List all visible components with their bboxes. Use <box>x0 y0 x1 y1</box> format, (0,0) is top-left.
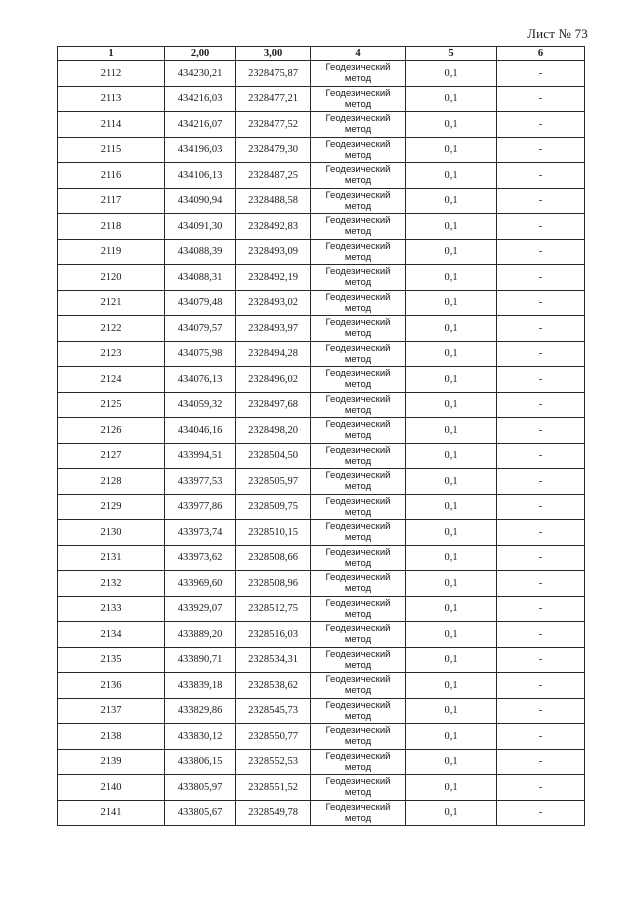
y-coordinate-cell: 2328492,19 <box>236 265 311 291</box>
method-cell: Геодезический метод <box>311 647 406 673</box>
notes-cell: - <box>497 775 585 801</box>
notes-cell: - <box>497 749 585 775</box>
method-cell: Геодезический метод <box>311 571 406 597</box>
table-header-row <box>58 47 585 61</box>
table-row <box>58 341 585 367</box>
y-coordinate-cell: 2328493,02 <box>236 290 311 316</box>
point-number-cell: 2118 <box>58 214 165 240</box>
method-cell: Геодезический метод <box>311 163 406 189</box>
table-row <box>58 724 585 750</box>
y-coordinate-cell: 2328492,83 <box>236 214 311 240</box>
method-cell: Геодезический метод <box>311 775 406 801</box>
accuracy-cell: 0,1 <box>406 622 497 648</box>
table-row <box>58 571 585 597</box>
point-number-cell: 2125 <box>58 392 165 418</box>
method-cell: Геодезический метод <box>311 86 406 112</box>
table-row <box>58 647 585 673</box>
y-coordinate-cell: 2328497,68 <box>236 392 311 418</box>
notes-cell: - <box>497 596 585 622</box>
column-header-accuracy: 5 <box>406 47 497 61</box>
x-coordinate-cell: 433929,07 <box>165 596 236 622</box>
y-coordinate-cell: 2328505,97 <box>236 469 311 495</box>
table-row <box>58 61 585 87</box>
method-cell: Геодезический метод <box>311 469 406 495</box>
method-cell: Геодезический метод <box>311 112 406 138</box>
accuracy-cell: 0,1 <box>406 392 497 418</box>
notes-cell: - <box>497 137 585 163</box>
table-row <box>58 239 585 265</box>
y-coordinate-cell: 2328509,75 <box>236 494 311 520</box>
point-number-cell: 2114 <box>58 112 165 138</box>
accuracy-cell: 0,1 <box>406 775 497 801</box>
column-header-y: 3,00 <box>236 47 311 61</box>
accuracy-cell: 0,1 <box>406 520 497 546</box>
y-coordinate-cell: 2328550,77 <box>236 724 311 750</box>
y-coordinate-cell: 2328504,50 <box>236 443 311 469</box>
x-coordinate-cell: 434059,32 <box>165 392 236 418</box>
x-coordinate-cell: 434196,03 <box>165 137 236 163</box>
table-row <box>58 290 585 316</box>
y-coordinate-cell: 2328477,21 <box>236 86 311 112</box>
point-number-cell: 2132 <box>58 571 165 597</box>
point-number-cell: 2134 <box>58 622 165 648</box>
method-cell: Геодезический метод <box>311 520 406 546</box>
point-number-cell: 2117 <box>58 188 165 214</box>
accuracy-cell: 0,1 <box>406 188 497 214</box>
notes-cell: - <box>497 545 585 571</box>
method-cell: Геодезический метод <box>311 698 406 724</box>
y-coordinate-cell: 2328493,09 <box>236 239 311 265</box>
notes-cell: - <box>497 112 585 138</box>
y-coordinate-cell: 2328508,66 <box>236 545 311 571</box>
table-row <box>58 367 585 393</box>
method-cell: Геодезический метод <box>311 61 406 87</box>
method-cell: Геодезический метод <box>311 418 406 444</box>
x-coordinate-cell: 434216,03 <box>165 86 236 112</box>
y-coordinate-cell: 2328494,28 <box>236 341 311 367</box>
x-coordinate-cell: 434216,07 <box>165 112 236 138</box>
notes-cell: - <box>497 367 585 393</box>
x-coordinate-cell: 434076,13 <box>165 367 236 393</box>
notes-cell: - <box>497 163 585 189</box>
point-number-cell: 2121 <box>58 290 165 316</box>
accuracy-cell: 0,1 <box>406 698 497 724</box>
y-coordinate-cell: 2328534,31 <box>236 647 311 673</box>
table-row <box>58 137 585 163</box>
accuracy-cell: 0,1 <box>406 61 497 87</box>
method-cell: Геодезический метод <box>311 724 406 750</box>
x-coordinate-cell: 433839,18 <box>165 673 236 699</box>
method-cell: Геодезический метод <box>311 239 406 265</box>
accuracy-cell: 0,1 <box>406 265 497 291</box>
point-number-cell: 2120 <box>58 265 165 291</box>
point-number-cell: 2135 <box>58 647 165 673</box>
method-cell: Геодезический метод <box>311 214 406 240</box>
x-coordinate-cell: 433973,74 <box>165 520 236 546</box>
accuracy-cell: 0,1 <box>406 571 497 597</box>
table-row <box>58 214 585 240</box>
x-coordinate-cell: 433977,53 <box>165 469 236 495</box>
point-number-cell: 2136 <box>58 673 165 699</box>
table-row <box>58 265 585 291</box>
point-number-cell: 2128 <box>58 469 165 495</box>
point-number-cell: 2126 <box>58 418 165 444</box>
column-header-method: 4 <box>311 47 406 61</box>
notes-cell: - <box>497 698 585 724</box>
point-number-cell: 2113 <box>58 86 165 112</box>
accuracy-cell: 0,1 <box>406 724 497 750</box>
column-header-notes: 6 <box>497 47 585 61</box>
point-number-cell: 2123 <box>58 341 165 367</box>
x-coordinate-cell: 433994,51 <box>165 443 236 469</box>
accuracy-cell: 0,1 <box>406 239 497 265</box>
table-row <box>58 698 585 724</box>
y-coordinate-cell: 2328551,52 <box>236 775 311 801</box>
point-number-cell: 2130 <box>58 520 165 546</box>
point-number-cell: 2133 <box>58 596 165 622</box>
point-number-cell: 2138 <box>58 724 165 750</box>
notes-cell: - <box>497 418 585 444</box>
point-number-cell: 2141 <box>58 800 165 826</box>
x-coordinate-cell: 433806,15 <box>165 749 236 775</box>
accuracy-cell: 0,1 <box>406 749 497 775</box>
y-coordinate-cell: 2328516,03 <box>236 622 311 648</box>
method-cell: Геодезический метод <box>311 494 406 520</box>
table-row <box>58 469 585 495</box>
y-coordinate-cell: 2328488,58 <box>236 188 311 214</box>
coordinates-table <box>57 46 585 826</box>
notes-cell: - <box>497 341 585 367</box>
notes-cell: - <box>497 724 585 750</box>
method-cell: Геодезический метод <box>311 622 406 648</box>
table-row <box>58 749 585 775</box>
accuracy-cell: 0,1 <box>406 800 497 826</box>
method-cell: Геодезический метод <box>311 545 406 571</box>
x-coordinate-cell: 433830,12 <box>165 724 236 750</box>
table-row <box>58 800 585 826</box>
notes-cell: - <box>497 673 585 699</box>
y-coordinate-cell: 2328510,15 <box>236 520 311 546</box>
y-coordinate-cell: 2328496,02 <box>236 367 311 393</box>
point-number-cell: 2127 <box>58 443 165 469</box>
x-coordinate-cell: 433973,62 <box>165 545 236 571</box>
method-cell: Геодезический метод <box>311 367 406 393</box>
notes-cell: - <box>497 443 585 469</box>
notes-cell: - <box>497 239 585 265</box>
x-coordinate-cell: 434046,16 <box>165 418 236 444</box>
point-number-cell: 2115 <box>58 137 165 163</box>
accuracy-cell: 0,1 <box>406 596 497 622</box>
y-coordinate-cell: 2328538,62 <box>236 673 311 699</box>
x-coordinate-cell: 434090,94 <box>165 188 236 214</box>
method-cell: Геодезический метод <box>311 392 406 418</box>
method-cell: Геодезический метод <box>311 673 406 699</box>
method-cell: Геодезический метод <box>311 443 406 469</box>
x-coordinate-cell: 434230,21 <box>165 61 236 87</box>
notes-cell: - <box>497 61 585 87</box>
y-coordinate-cell: 2328487,25 <box>236 163 311 189</box>
point-number-cell: 2131 <box>58 545 165 571</box>
notes-cell: - <box>497 265 585 291</box>
y-coordinate-cell: 2328475,87 <box>236 61 311 87</box>
x-coordinate-cell: 433977,86 <box>165 494 236 520</box>
accuracy-cell: 0,1 <box>406 341 497 367</box>
y-coordinate-cell: 2328498,20 <box>236 418 311 444</box>
table-row <box>58 392 585 418</box>
table-row <box>58 316 585 342</box>
accuracy-cell: 0,1 <box>406 673 497 699</box>
accuracy-cell: 0,1 <box>406 443 497 469</box>
table-row <box>58 622 585 648</box>
table-row <box>58 545 585 571</box>
accuracy-cell: 0,1 <box>406 418 497 444</box>
accuracy-cell: 0,1 <box>406 316 497 342</box>
notes-cell: - <box>497 571 585 597</box>
x-coordinate-cell: 434075,98 <box>165 341 236 367</box>
notes-cell: - <box>497 86 585 112</box>
method-cell: Геодезический метод <box>311 290 406 316</box>
y-coordinate-cell: 2328512,75 <box>236 596 311 622</box>
notes-cell: - <box>497 188 585 214</box>
y-coordinate-cell: 2328552,53 <box>236 749 311 775</box>
x-coordinate-cell: 434088,39 <box>165 239 236 265</box>
accuracy-cell: 0,1 <box>406 112 497 138</box>
table-row <box>58 673 585 699</box>
table-row <box>58 494 585 520</box>
method-cell: Геодезический метод <box>311 749 406 775</box>
notes-cell: - <box>497 520 585 546</box>
y-coordinate-cell: 2328508,96 <box>236 571 311 597</box>
accuracy-cell: 0,1 <box>406 647 497 673</box>
x-coordinate-cell: 433829,86 <box>165 698 236 724</box>
notes-cell: - <box>497 469 585 495</box>
accuracy-cell: 0,1 <box>406 137 497 163</box>
accuracy-cell: 0,1 <box>406 545 497 571</box>
method-cell: Геодезический метод <box>311 265 406 291</box>
table-row <box>58 112 585 138</box>
x-coordinate-cell: 433805,67 <box>165 800 236 826</box>
point-number-cell: 2137 <box>58 698 165 724</box>
notes-cell: - <box>497 392 585 418</box>
table-row <box>58 775 585 801</box>
table-row <box>58 520 585 546</box>
method-cell: Геодезический метод <box>311 188 406 214</box>
table-row <box>58 443 585 469</box>
column-header-point-number: 1 <box>58 47 165 61</box>
x-coordinate-cell: 434079,48 <box>165 290 236 316</box>
accuracy-cell: 0,1 <box>406 469 497 495</box>
y-coordinate-cell: 2328549,78 <box>236 800 311 826</box>
point-number-cell: 2116 <box>58 163 165 189</box>
table-row <box>58 188 585 214</box>
point-number-cell: 2119 <box>58 239 165 265</box>
x-coordinate-cell: 434079,57 <box>165 316 236 342</box>
y-coordinate-cell: 2328477,52 <box>236 112 311 138</box>
point-number-cell: 2129 <box>58 494 165 520</box>
notes-cell: - <box>497 800 585 826</box>
accuracy-cell: 0,1 <box>406 163 497 189</box>
accuracy-cell: 0,1 <box>406 86 497 112</box>
table-row <box>58 86 585 112</box>
method-cell: Геодезический метод <box>311 800 406 826</box>
notes-cell: - <box>497 622 585 648</box>
method-cell: Геодезический метод <box>311 596 406 622</box>
notes-cell: - <box>497 214 585 240</box>
x-coordinate-cell: 434106,13 <box>165 163 236 189</box>
accuracy-cell: 0,1 <box>406 367 497 393</box>
point-number-cell: 2124 <box>58 367 165 393</box>
x-coordinate-cell: 433890,71 <box>165 647 236 673</box>
y-coordinate-cell: 2328545,73 <box>236 698 311 724</box>
accuracy-cell: 0,1 <box>406 214 497 240</box>
y-coordinate-cell: 2328493,97 <box>236 316 311 342</box>
method-cell: Геодезический метод <box>311 341 406 367</box>
x-coordinate-cell: 433889,20 <box>165 622 236 648</box>
method-cell: Геодезический метод <box>311 316 406 342</box>
x-coordinate-cell: 433969,60 <box>165 571 236 597</box>
notes-cell: - <box>497 316 585 342</box>
notes-cell: - <box>497 290 585 316</box>
x-coordinate-cell: 433805,97 <box>165 775 236 801</box>
point-number-cell: 2140 <box>58 775 165 801</box>
table-body <box>58 61 585 826</box>
point-number-cell: 2139 <box>58 749 165 775</box>
method-cell: Геодезический метод <box>311 137 406 163</box>
point-number-cell: 2122 <box>58 316 165 342</box>
notes-cell: - <box>497 647 585 673</box>
x-coordinate-cell: 434091,30 <box>165 214 236 240</box>
point-number-cell: 2112 <box>58 61 165 87</box>
accuracy-cell: 0,1 <box>406 494 497 520</box>
table-row <box>58 418 585 444</box>
table-row <box>58 596 585 622</box>
x-coordinate-cell: 434088,31 <box>165 265 236 291</box>
y-coordinate-cell: 2328479,30 <box>236 137 311 163</box>
column-header-x: 2,00 <box>165 47 236 61</box>
sheet-number: Лист № 73 <box>527 26 588 41</box>
notes-cell: - <box>497 494 585 520</box>
accuracy-cell: 0,1 <box>406 290 497 316</box>
table-row <box>58 163 585 189</box>
